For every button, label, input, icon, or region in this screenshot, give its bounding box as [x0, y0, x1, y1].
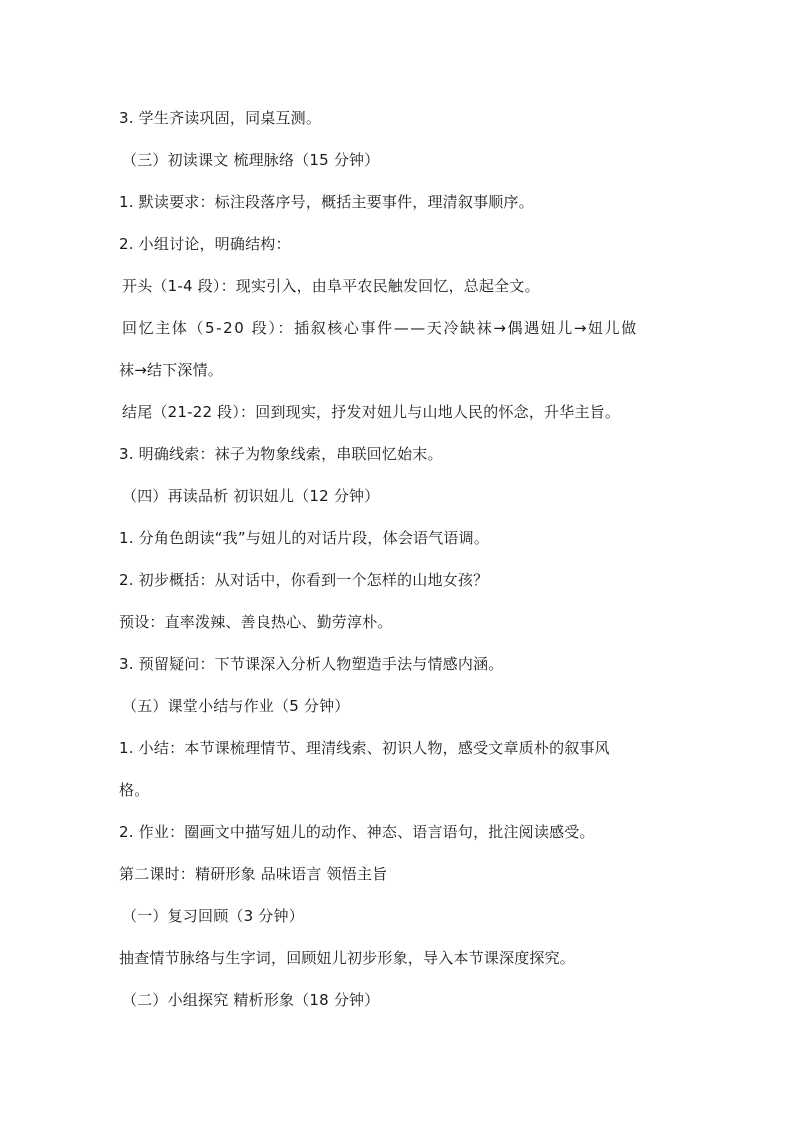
text-line-class-summary-cont: 格。 [119, 781, 150, 799]
section-heading-group-inquiry: （二）小组探究 精析形象（18 分钟） [122, 991, 380, 1009]
text-line-clue: 3. 明确线索：袜子为物象线索，串联回忆始末。 [119, 445, 443, 463]
text-line-main-body: 回忆主体（5-20 段）：插叙核心事件——天冷缺袜→偶遇妞儿→妞儿做 [122, 319, 638, 337]
text-line-role-reading: 1. 分角色朗读“我”与妞儿的对话片段，体会语气语调。 [119, 529, 490, 547]
section-heading-summary-homework: （五）课堂小结与作业（5 分钟） [122, 697, 350, 715]
text-line-step3-read: 3. 学生齐读巩固，同桌互测。 [119, 109, 322, 127]
section-heading-reread: （四）再读品析 初识妞儿（12 分钟） [122, 487, 380, 505]
section-heading-review: （一）复习回顾（3 分钟） [122, 907, 304, 925]
text-line-reserved-question: 3. 预留疑问：下节课深入分析人物塑造手法与情感内涵。 [119, 655, 504, 673]
text-line-ending: 结尾（21-22 段）：回到现实，抒发对妞儿与山地人民的怀念，升华主旨。 [122, 403, 621, 421]
lesson-heading-second: 第二课时：精研形象 品味语言 领悟主旨 [119, 865, 388, 883]
text-line-group-discussion: 2. 小组讨论，明确结构： [119, 235, 291, 253]
text-line-opening: 开头（1-4 段）：现实引入，由阜平农民触发回忆，总起全文。 [122, 277, 540, 295]
text-line-review-content: 抽查情节脉络与生字词，回顾妞儿初步形象，导入本节课深度探究。 [119, 949, 576, 967]
text-line-main-body-cont: 袜→结下深情。 [119, 361, 223, 379]
text-line-preset-answer: 预设：直率泼辣、善良热心、勤劳淳朴。 [119, 613, 393, 631]
section-heading-first-reading: （三）初读课文 梳理脉络（15 分钟） [122, 151, 380, 169]
text-line-silent-reading: 1. 默读要求：标注段落序号，概括主要事件，理清叙事顺序。 [119, 193, 534, 211]
text-line-summary-question: 2. 初步概括：从对话中，你看到一个怎样的山地女孩？ [119, 571, 489, 589]
text-line-homework: 2. 作业：圈画文中描写妞儿的动作、神态、语言语句，批注阅读感受。 [119, 823, 595, 841]
text-line-class-summary: 1. 小结：本节课梳理情节、理清线索、初识人物，感受文章质朴的叙事风 [119, 739, 610, 757]
